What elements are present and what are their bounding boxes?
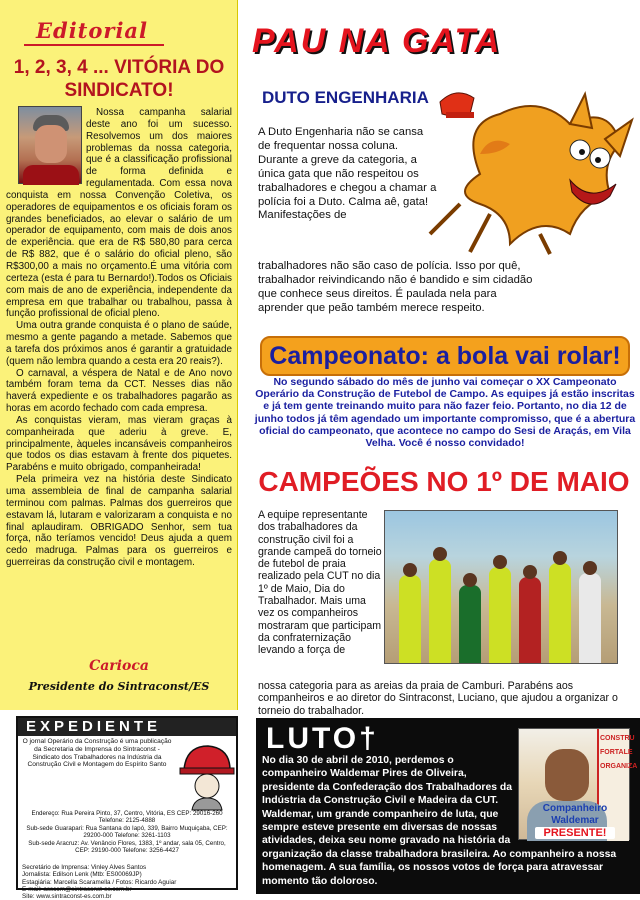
angry-cat-illustration bbox=[420, 84, 636, 256]
expediente-intro: O jornal Operário da Construção é uma publicação da Secretaria de Imprensa do Sintraconst - Sindicato dos Trabalhadores na Indústria da Construção Civil e Montagem do Espírito Santo bbox=[22, 738, 172, 769]
hardhat-worker-icon bbox=[178, 740, 234, 810]
campeonato-banner bbox=[260, 336, 630, 376]
campeonato-title: Campeonato: a bola vai rolar! bbox=[269, 342, 621, 370]
editorial-headline: 1, 2, 3, 4 ... VITÓRIA DO SINDICATO! bbox=[13, 57, 225, 101]
expediente-staff bbox=[22, 864, 236, 900]
address-main: Endereço: Rua Pereira Pinto, 37, Centro, Vitória, ES CEP: 29016-260 Telefone: 2125-4888 bbox=[31, 810, 223, 825]
staff-line: Secretário de Imprensa: Vinley Alves Santos bbox=[22, 864, 147, 871]
champions-team-photo bbox=[384, 510, 618, 664]
editorial-title: Editorial bbox=[36, 18, 149, 43]
expediente-box bbox=[16, 716, 238, 900]
editorial-paragraph: Nossa campanha salarial deste ano foi um sucesso. Resolvemos um dos maiores problemas da nossa categoria, que é a classificação profissional de forma definida e regulamentada. Com essa nova conquista em nossa Convenção Coletiva, os operadores de equipamentos e os oficiais foram os grandes beneficiados, ao elevar o salário de um operador de equipamento, com mais de dois anos de experiência. que era de R$ 580,80 para cerca de R$ 882, que é o salário do oficial pleno, são R$300,00 a mais no orçamento.É uma vitória com certeza (esta é para tu Bernardo!).Todos os Oficiais com mais de ano de experiência, independente da empresa em que trabalhar ou trabalhou, passa à função profissional de oficial pleno. bbox=[6, 107, 232, 320]
editorial-signature-name: Carioca bbox=[89, 658, 149, 674]
luto-body: No dia 30 de abril de 2010, perdemos o companheiro Waldemar Pires de Oliveira, presidente da Confederação dos Trabalhadores da Indústria da Construção Civil e Madeira da CUT. Waldemar, um grande companheiro de luta, que sempre esteve presente em diversas de nossas atividades, deixa seu nome gravado na história da organização da classe trabalhadora brasileira. Ao companheiro a nossa homenagem. A sua família, os nossos votos de força para atravessar momento tão doloroso. bbox=[262, 755, 617, 887]
editorial-column bbox=[0, 0, 238, 710]
expediente-addresses bbox=[22, 810, 232, 854]
editorial-paragraph: Pela primeira vez na história deste Sindicato uma assembleia de final de campanha salarial terminou com palmas. Palmas dos guerreiros que estavam lá, lutaram e valorizaram a conquista e no final aplaudiram. OBRIGADO Senhor, sem tua força, não teríamos vencido! Deus ajuda a quem cedo madruga. Palmas para os guerreiros e guerreiras da construção civil e montagem. bbox=[6, 474, 232, 569]
editorial-paragraph: O carnaval, a véspera de Natal e de Ano novo também foram tema da CCT. Nesses dias não haverá expediente e os trabalhadores pagarão as horas em acordo fechado com cada empresa. bbox=[6, 367, 232, 415]
campeoes-title: CAMPEÕES NO 1º DE MAIO bbox=[258, 466, 630, 497]
editorial-paragraph: Uma outra grande conquista é o plano de saúde, mesmo a gente pagando a metade. Sabemos que a tarefa dos próximos anos é garantir a gratuidade (quem não lembra quando a cesta era 20 reais?). bbox=[6, 320, 232, 367]
editorial-paragraph: As conquistas vieram, mas vieram graças à companheirada que aderiu à greve. E, principalmente, àqueles incansáveis companheiros que todos os dias estavam à frente dos piquetes. Parabéns e muito obrigado, companheirada! bbox=[6, 414, 232, 474]
address-guarapari: Sub-sede Guarapari: Rua Santana do Iapó, 339, Bairro Muquiçaba, CEP: 29200-000 Telefone: 3261-1103 bbox=[26, 824, 228, 840]
photo-caption-presente: PRESENTE! bbox=[535, 827, 615, 839]
expediente-title: EXPEDIENTE bbox=[18, 718, 236, 736]
staff-line: Jornalista: Edilson Lenk (Mtb: ES00069JP) bbox=[22, 871, 142, 879]
photo-caption-companheiro: Companheiro bbox=[542, 803, 608, 814]
pau-na-gata-body-continued: trabalhadores não são caso de polícia. Isso por quê, trabalhador reivindicando não é bandido e sim cidadão que conhece seus direitos. É paulada nela para aprender que peão também merece respeito. bbox=[258, 260, 533, 314]
address-aracruz: Sub-sede Aracruz: Av. Venâncio Flores, 1383, 1º andar, sala 05, Centro, CEP: 29190-000 Telefone: 3256-4427 bbox=[28, 839, 226, 855]
waldemar-photo: CONSTRU FORTALE ORGANIZA Companheiro Waldemar PRESENTE! bbox=[518, 728, 630, 840]
editorial-title-underline bbox=[24, 44, 164, 46]
campeoes-body-continued: nossa categoria para as areias da praia de Camburi. Parabéns aos companheiros e ao diretor do Sintraconst, Luciano, que ajudou a organizar o torneio do trabalhador. bbox=[258, 680, 618, 717]
luto-box bbox=[256, 718, 640, 894]
campeoes-body: A equipe representante dos trabalhadores da construção civil foi a grande campeã do torneio de futebol de praia realizado pela CUT no dia 1º de Maio, Dia do Trabalhador. Mais uma vez os companheiros mostraram que participam da confraternização levando a força de bbox=[258, 509, 382, 657]
editorial-body bbox=[6, 107, 232, 569]
pau-na-gata-body: A Duto Engenharia não se cansa de frequentar nossa coluna. Durante a greve da categoria, a única gata que não respeitou os trabalhadores e chegou a chamar a polícia foi a Duto. Calma aê, gata! Manifestações de bbox=[258, 126, 437, 222]
editorial-signature-role: Presidente do Sintraconst/ES bbox=[28, 680, 210, 693]
luto-title: LUTO† bbox=[266, 722, 379, 755]
pau-na-gata-subtitle: DUTO ENGENHARIA bbox=[262, 88, 429, 107]
pau-na-gata-title: PAU NA GATA bbox=[252, 22, 502, 60]
staff-line: Site: www.sintraconst-es.com.br bbox=[22, 893, 112, 900]
staff-line: Estagiária: Marcella Scaramella / Fotos: Ricardo Aguiar bbox=[22, 878, 177, 886]
photo-caption-waldemar: Waldemar bbox=[551, 815, 599, 826]
campeonato-body: No segundo sábado do mês de junho vai começar o XX Campeonato Operário da Construção de Futebol de Campo. As equipes já estão inscritas e já tem gente treinando muito para não fazer feio. Portanto, no dia 12 de junho todos já têm agendado um importante compromisso, que é a abertura oficial do campeonato, que acontece no campo do Sesi de Araçás, em Vila Velha. Você é nosso convidado! bbox=[254, 376, 636, 450]
staff-line: E-mail: asscom@sintraconst-es.com.br bbox=[22, 885, 132, 893]
